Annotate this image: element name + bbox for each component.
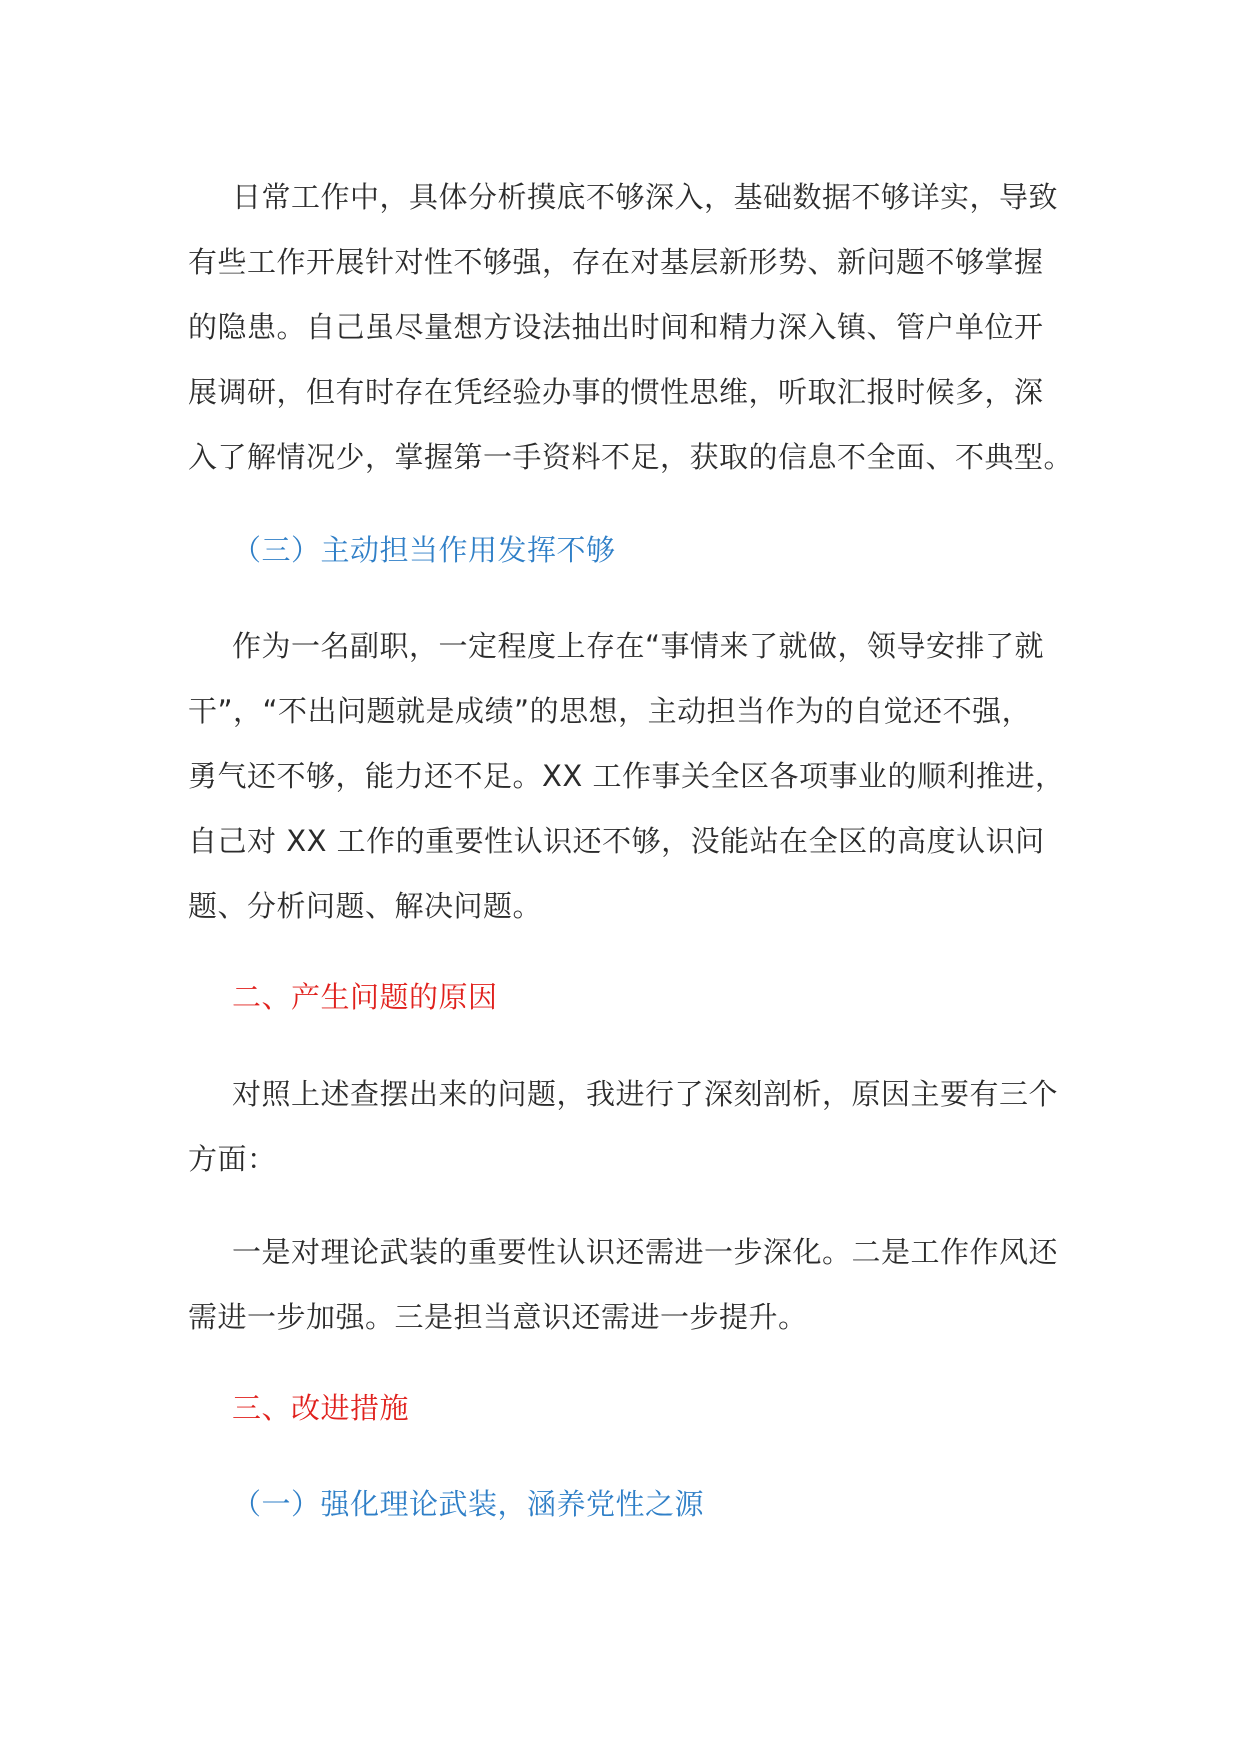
- paragraph-three-causes: [188, 1220, 1068, 1350]
- paragraph-line: 的隐患。自己虽尽量想方设法抽出时间和精力深入镇、管户单位开: [188, 310, 1044, 344]
- paragraph-analysis-intro: [188, 1062, 1068, 1192]
- paragraph-line: 自己对 XX 工作的重要性认识还不够，没能站在全区的高度认识问: [188, 824, 1045, 858]
- paragraph-line: 勇气还不够，能力还不足。XX 工作事关全区各项事业的顺利推进，: [188, 759, 1065, 793]
- paragraph-line: 题、分析问题、解决问题。: [188, 889, 543, 923]
- subheading-text: （三）主动担当作用发挥不够: [232, 533, 616, 567]
- paragraph-line: 展调研，但有时存在凭经验办事的惯性思维，听取汇报时候多，深: [188, 375, 1044, 409]
- paragraph-responsibility: [188, 614, 1068, 939]
- paragraph-line: 入了解情况少，掌握第一手资料不足，获取的信息不全面、不典型。: [188, 440, 1074, 474]
- paragraph-line: 日常工作中，具体分析摸底不够深入，基础数据不够详实，导致: [232, 180, 1059, 214]
- section-heading-causes: [188, 965, 1068, 1030]
- subheading-initiative: [188, 518, 1068, 583]
- section-heading-text: 二、产生问题的原因: [232, 980, 498, 1014]
- paragraph-line: 方面：: [188, 1142, 277, 1176]
- paragraph-line: 干”，“不出问题就是成绩”的思想，主动担当作为的自觉还不强，: [188, 694, 1032, 728]
- paragraph-work-depth: [188, 165, 1074, 490]
- subheading-theory: [188, 1472, 1068, 1537]
- section-heading-measures: [188, 1376, 1068, 1441]
- paragraph-line: 对照上述查摆出来的问题，我进行了深刻剖析，原因主要有三个: [232, 1077, 1059, 1111]
- subheading-text: （一）强化理论武装，涵养党性之源: [232, 1487, 705, 1521]
- paragraph-line: 作为一名副职，一定程度上存在“事情来了就做，领导安排了就: [232, 629, 1045, 663]
- paragraph-line: 有些工作开展针对性不够强，存在对基层新形势、新问题不够掌握: [188, 245, 1044, 279]
- paragraph-line: 一是对理论武装的重要性认识还需进一步深化。二是工作作风还: [232, 1235, 1059, 1269]
- paragraph-line: 需进一步加强。三是担当意识还需进一步提升。: [188, 1300, 808, 1334]
- section-heading-text: 三、改进措施: [232, 1391, 410, 1425]
